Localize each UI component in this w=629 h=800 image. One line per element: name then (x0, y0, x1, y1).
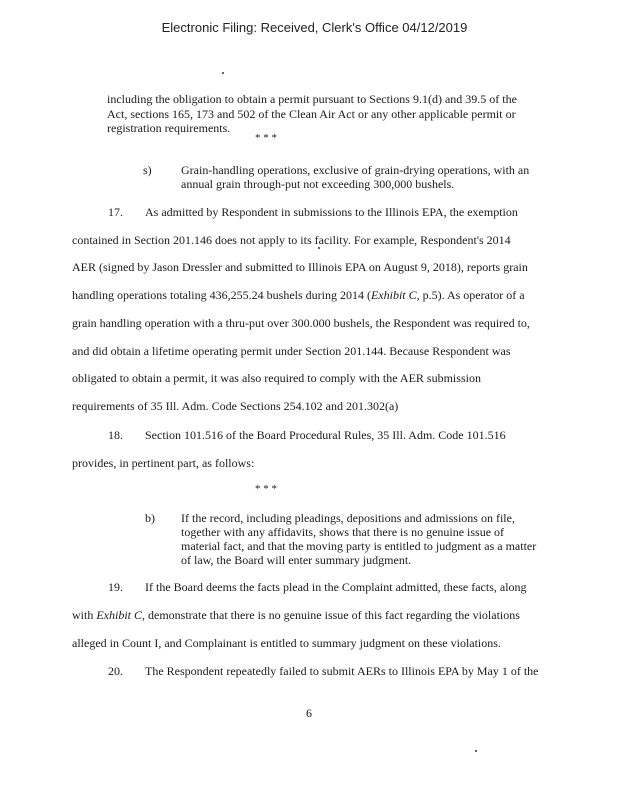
ellipsis-stars-1: * * * (255, 132, 277, 144)
para-20-line-1: The Respondent repeatedly failed to submit AERs to Illinois EPA by May 1 of the (145, 664, 539, 678)
para-17-line-5: grain handling operation with a thru-put over 300.000 bushels, the Respondent was required to, (72, 316, 530, 330)
para-17-line-7: obligated to obtain a permit, it was also required to comply with the AER submission (72, 371, 481, 385)
item-s-line-1: Grain-handling operations, exclusive of grain-drying operations, with an (181, 163, 530, 177)
para-17-line-1: As admitted by Respondent in submissions to the Illinois EPA, the exemption (145, 205, 518, 219)
para-18-line-2: provides, in pertinent part, as follows: (72, 456, 255, 470)
quote-line-2: Act, sections 165, 173 and 502 of the Clean Air Act or any other applicable permit or (107, 107, 516, 121)
item-s-label: s) (143, 163, 152, 177)
para-19-line-3: alleged in Count I, and Complainant is entitled to summary judgment on these violations. (72, 636, 501, 650)
item-b-line-2: together with any affidavits, shows that there is no genuine issue of (181, 525, 505, 539)
para-18-number: 18. (108, 428, 123, 442)
para-18-line-1: Section 101.516 of the Board Procedural Rules, 35 Ill. Adm. Code 101.516 (145, 428, 506, 442)
filing-stamp-header: Electronic Filing: Received, Clerk's Office 04/12/2019 (161, 20, 468, 35)
para-17-line-6: and did obtain a lifetime operating permit under Section 201.144. Because Respondent was (72, 344, 511, 358)
para-20-number: 20. (108, 664, 123, 678)
ellipsis-stars-2: * * * (255, 483, 277, 495)
item-b-line-1: If the record, including pleadings, depositions and admissions on file, (181, 511, 515, 525)
para-19-number: 19. (108, 580, 123, 594)
para-17-line-4: handling operations totaling 436,255.24 bushels during 2014 (Exhibit C, p.5). As operator of a (72, 288, 525, 302)
para-17-line-2: contained in Section 201.146 does not apply to its facility. For example, Respondent's 2014 (72, 233, 511, 247)
scan-speck (318, 247, 320, 249)
quote-line-1: including the obligation to obtain a permit pursuant to Sections 9.1(d) and 39.5 of the (107, 92, 517, 106)
scan-speck (475, 750, 477, 752)
item-s-line-2: annual grain through-put not exceeding 300,000 bushels. (181, 177, 455, 191)
exhibit-c-ref: Exhibit C, (370, 288, 420, 302)
para-19-line-1: If the Board deems the facts plead in the Complaint admitted, these facts, along (145, 580, 527, 594)
page-number: 6 (306, 706, 312, 720)
para-17-number: 17. (108, 205, 123, 219)
scan-speck (222, 72, 224, 74)
para-17-line-8: requirements of 35 Ill. Adm. Code Sections 254.102 and 201.302(a) (72, 399, 399, 413)
item-b-line-3: material fact, and that the moving party is entitled to judgment as a matter (181, 539, 537, 553)
exhibit-c-ref: Exhibit C, (96, 608, 146, 622)
para-17-line-3: AER (signed by Jason Dressler and submitted to Illinois EPA on August 9, 2018), reports grain (72, 260, 528, 274)
item-b-label: b) (145, 511, 155, 525)
item-b-line-4: of law, the Board will enter summary judgment. (181, 553, 412, 567)
para-19-line-2: with Exhibit C, demonstrate that there is no genuine issue of this fact regarding the violations (72, 608, 520, 622)
quote-line-3: registration requirements. (107, 121, 231, 135)
